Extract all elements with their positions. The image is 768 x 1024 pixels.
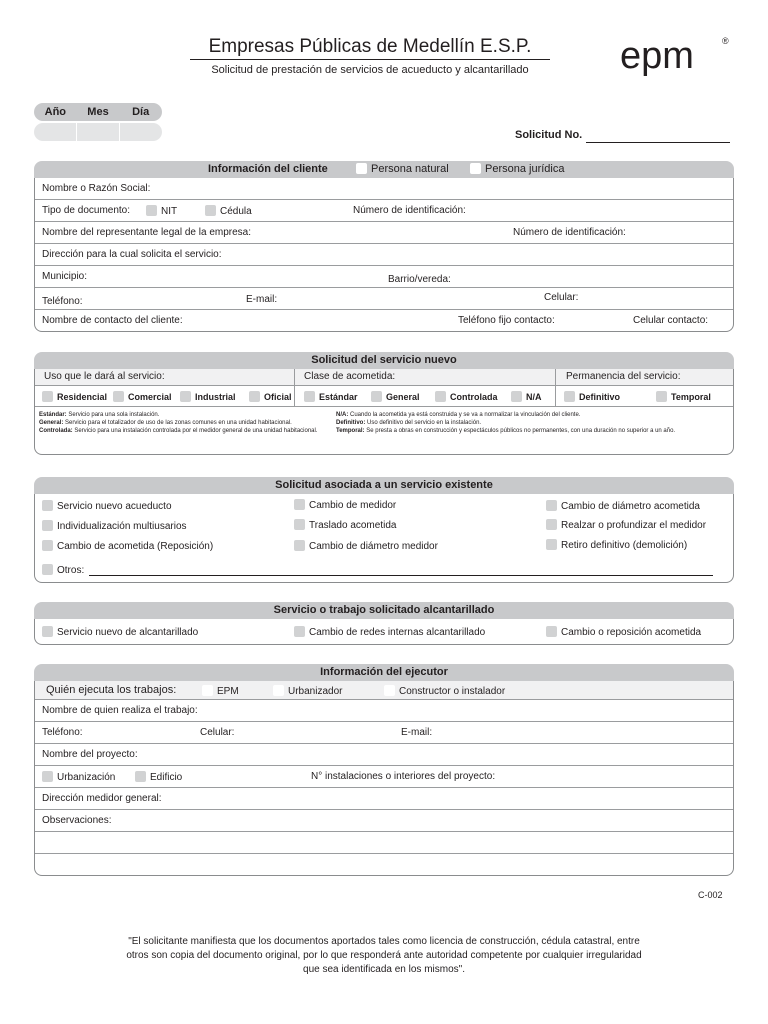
- persona-natural-option[interactable]: [356, 161, 449, 178]
- na-checkbox[interactable]: [511, 391, 522, 402]
- date-day-label: Día: [132, 106, 150, 118]
- logo-text: epm: [620, 35, 694, 77]
- new-service-header: Solicitud del servicio nuevo: [34, 352, 734, 369]
- project-type-row: [35, 766, 733, 788]
- edificio-option[interactable]: [135, 771, 182, 783]
- sewer-option-2[interactable]: [294, 626, 485, 638]
- existing-option-6[interactable]: [546, 519, 706, 531]
- client-info-section: [34, 161, 734, 332]
- new-service-subheader: [35, 369, 733, 386]
- doc-type-label: Tipo de documento:: [42, 205, 131, 216]
- residencial-label: Residencial: [57, 392, 108, 402]
- persona-juridica-option[interactable]: [470, 161, 565, 178]
- temporal-label: Temporal: [671, 392, 711, 402]
- industrial-label: Industrial: [195, 392, 236, 402]
- checkbox[interactable]: [294, 540, 305, 551]
- executor-name-row[interactable]: [35, 700, 733, 722]
- declaration-quote: "El solicitante manifiesta que los documentos aportados tales como licencia de construcción, cédula catastral, entre otros son copia del documento original, por lo que responderá ante autoridad competente por cualquier irregularidad que sea identificada en los mismos".: [126, 936, 642, 975]
- existing-option-label: Cambio de medidor: [309, 500, 397, 511]
- meter-address-label: Dirección medidor general:: [42, 793, 162, 804]
- registered-mark: ®: [722, 36, 729, 46]
- new-service-options: [35, 386, 733, 407]
- existing-option-8[interactable]: [294, 540, 438, 552]
- client-name-label: Nombre o Razón Social:: [42, 183, 151, 194]
- date-day-field[interactable]: [120, 123, 162, 141]
- sewer-option-label: Cambio de redes internas alcantarillado: [309, 627, 486, 638]
- company-name: Empresas Públicas de Medellín E.S.P.: [208, 36, 532, 57]
- otros-field[interactable]: [89, 575, 713, 576]
- checkbox[interactable]: [42, 626, 53, 637]
- form-subtitle: Solicitud de prestación de servicios de acueducto y alcantarillado: [211, 64, 529, 76]
- observations-label: Observaciones:: [42, 815, 112, 826]
- cedula-label: Cédula: [220, 206, 252, 217]
- phone-label: Teléfono:: [42, 296, 83, 307]
- executor-name-label: Nombre de quien realiza el trabajo:: [42, 705, 198, 716]
- existing-option-label: Retiro definitivo (demolición): [561, 540, 688, 551]
- legal-rep-label: Nombre del representante legal de la empresa:: [42, 227, 252, 238]
- existing-option-3[interactable]: [546, 500, 700, 512]
- na-label: N/A: [526, 392, 542, 402]
- sewer-option-label: Cambio o reposición acometida: [561, 627, 702, 638]
- comercial-label: Comercial: [128, 392, 172, 402]
- edificio-checkbox[interactable]: [135, 771, 146, 782]
- note-definitivo: Definitivo: Uso definitivo del servicio en la instalación.: [336, 420, 482, 426]
- epm-logo: [620, 30, 730, 87]
- note-temporal: Temporal: Se presta a obras en construcción y espectáculos públicos no permanentes, con una duración no superior a un año.: [336, 428, 676, 434]
- existing-option-9[interactable]: [546, 539, 687, 551]
- comercial-option[interactable]: [113, 391, 172, 402]
- note-na: N/A: Cuando la acometida ya está construida y se va a normalizar la vinculación del cliente.: [336, 412, 581, 418]
- email-label: E-mail:: [246, 294, 278, 305]
- checkbox[interactable]: [546, 626, 557, 637]
- checkbox[interactable]: [546, 500, 557, 511]
- urbanizador-option[interactable]: [273, 685, 342, 697]
- oficial-option[interactable]: [249, 391, 292, 402]
- general-label: General: [386, 392, 420, 402]
- sewer-header: Servicio o trabajo solicitado alcantarillado: [34, 602, 734, 619]
- urbanizacion-option[interactable]: [42, 771, 115, 783]
- meter-address-row[interactable]: [35, 788, 733, 810]
- checkbox[interactable]: [294, 499, 305, 510]
- checkbox[interactable]: [294, 626, 305, 637]
- existing-option-label: Traslado acometida: [309, 520, 397, 531]
- general-option[interactable]: [371, 391, 420, 402]
- cedula-option[interactable]: [205, 205, 252, 217]
- executor-header: Información del ejecutor: [34, 664, 734, 681]
- executor-who-row: [35, 681, 733, 700]
- existing-option-5[interactable]: [294, 519, 396, 531]
- epm-label: EPM: [217, 686, 239, 697]
- urbanizador-checkbox[interactable]: [273, 685, 284, 696]
- observations-line-1[interactable]: [35, 832, 733, 854]
- constructor-checkbox[interactable]: [384, 685, 395, 696]
- edificio-label: Edificio: [150, 772, 183, 783]
- new-service-notes: [35, 407, 733, 454]
- executor-phone-row[interactable]: [35, 722, 733, 744]
- existing-option-label: Individualización multiusarios: [57, 521, 187, 532]
- legal-rep-row[interactable]: [35, 222, 733, 244]
- contact-cell-label: Celular contacto:: [633, 315, 709, 326]
- solicitud-number-field[interactable]: [586, 142, 730, 143]
- executor-phone-label: Teléfono:: [42, 727, 83, 738]
- neighborhood-label: Barrio/vereda:: [388, 274, 451, 285]
- residencial-option[interactable]: [42, 391, 107, 402]
- cellphone-label: Celular:: [544, 292, 579, 303]
- epm-checkbox[interactable]: [202, 685, 213, 696]
- sewer-section: [34, 602, 734, 645]
- contact-landline-label: Teléfono fijo contacto:: [458, 315, 555, 326]
- permanence-label: Permanencia del servicio:: [566, 371, 681, 382]
- client-info-title: Información del cliente: [208, 163, 328, 175]
- existing-option-label: Servicio nuevo acueducto: [57, 501, 172, 512]
- industrial-option[interactable]: [180, 391, 236, 402]
- contact-row[interactable]: [35, 310, 733, 331]
- notes-left: [39, 411, 329, 435]
- estandar-option[interactable]: [304, 391, 358, 402]
- executor-email-label: E-mail:: [401, 727, 433, 738]
- executor-cell-label: Celular:: [200, 727, 235, 738]
- nit-checkbox[interactable]: [146, 205, 157, 216]
- sewer-option-1[interactable]: [42, 626, 198, 638]
- existing-service-section: [34, 477, 734, 583]
- existing-option-label: Realzar o profundizar el medidor: [561, 520, 707, 531]
- nit-label: NIT: [161, 206, 178, 217]
- otros-option[interactable]: [42, 564, 84, 576]
- definitivo-checkbox[interactable]: [564, 391, 575, 402]
- urbanizacion-label: Urbanización: [57, 772, 116, 783]
- existing-option-1[interactable]: [42, 500, 172, 512]
- controlada-label: Controlada: [450, 392, 498, 402]
- client-info-header: [34, 161, 734, 178]
- sewer-option-label: Servicio nuevo de alcantarillado: [57, 627, 199, 638]
- urbanizador-label: Urbanizador: [288, 686, 343, 697]
- existing-option-4[interactable]: [42, 520, 187, 532]
- id-number-label: Número de identificación:: [353, 205, 466, 216]
- controlada-option[interactable]: [435, 391, 498, 402]
- solicitud-number-label: Solicitud No.: [515, 129, 583, 141]
- date-year-field[interactable]: [34, 123, 77, 141]
- definitivo-option[interactable]: [564, 391, 620, 402]
- new-service-section: [34, 352, 734, 455]
- executor-who-label: Quién ejecuta los trabajos:: [46, 684, 177, 696]
- legal-rep-id-label: Número de identificación:: [513, 227, 626, 238]
- note-estandar: Estándar: Servicio para una sola instalación.: [39, 412, 160, 418]
- project-name-label: Nombre del proyecto:: [42, 749, 138, 760]
- industrial-checkbox[interactable]: [180, 391, 191, 402]
- constructor-option[interactable]: [384, 685, 505, 697]
- observations-row[interactable]: [35, 810, 733, 832]
- date-month-label: Mes: [87, 106, 109, 118]
- executor-section: [34, 664, 734, 876]
- sewer-option-3[interactable]: [546, 626, 701, 638]
- temporal-option[interactable]: [656, 391, 711, 402]
- service-address-label: Dirección para la cual solicita el servicio:: [42, 249, 222, 260]
- persona-juridica-checkbox[interactable]: [470, 163, 481, 174]
- date-year-label: Año: [44, 106, 67, 118]
- otros-label: Otros:: [57, 565, 85, 576]
- epm-option[interactable]: [202, 685, 239, 697]
- checkbox[interactable]: [42, 540, 53, 551]
- checkbox[interactable]: [294, 519, 305, 530]
- general-checkbox[interactable]: [371, 391, 382, 402]
- client-name-row[interactable]: [35, 178, 733, 200]
- persona-natural-label: Persona natural: [371, 163, 449, 175]
- constructor-label: Constructor o instalador: [399, 686, 506, 697]
- checkbox[interactable]: [42, 520, 53, 531]
- comercial-checkbox[interactable]: [113, 391, 124, 402]
- title-divider: [190, 59, 550, 60]
- phone-row[interactable]: [35, 288, 733, 310]
- form-code: C-002: [698, 890, 723, 900]
- definitivo-label: Definitivo: [579, 392, 621, 402]
- note-controlada: Controlada: Servicio para una instalación controlada por el medidor general de una unidad habitacional.: [39, 428, 318, 434]
- municipality-row[interactable]: [35, 266, 733, 288]
- residencial-checkbox[interactable]: [42, 391, 53, 402]
- persona-juridica-label: Persona jurídica: [485, 163, 565, 175]
- otros-checkbox[interactable]: [42, 564, 53, 575]
- existing-option-label: Cambio de acometida (Reposición): [57, 541, 214, 552]
- checkbox[interactable]: [546, 539, 557, 550]
- municipality-label: Municipio:: [42, 271, 88, 282]
- existing-service-header: Solicitud asociada a un servicio existente: [34, 477, 734, 494]
- checkbox[interactable]: [42, 500, 53, 511]
- existing-option-label: Cambio de diámetro acometida: [561, 501, 700, 512]
- oficial-label: Oficial: [264, 392, 292, 402]
- service-address-row[interactable]: [35, 244, 733, 266]
- existing-option-7[interactable]: [42, 540, 213, 552]
- cedula-checkbox[interactable]: [205, 205, 216, 216]
- temporal-checkbox[interactable]: [656, 391, 667, 402]
- estandar-checkbox[interactable]: [304, 391, 315, 402]
- persona-natural-checkbox[interactable]: [356, 163, 367, 174]
- existing-option-2[interactable]: [294, 499, 396, 511]
- controlada-checkbox[interactable]: [435, 391, 446, 402]
- oficial-checkbox[interactable]: [249, 391, 260, 402]
- observations-line-2[interactable]: [35, 854, 733, 875]
- connection-class-label: Clase de acometida:: [304, 371, 396, 382]
- project-name-row[interactable]: [35, 744, 733, 766]
- installations-label: N° instalaciones o interiores del proyecto:: [311, 771, 496, 782]
- note-general: General: Servicio para el totalizador de uso de las zonas comunes en una unidad habitacional.: [39, 420, 292, 426]
- notes-right: [336, 411, 730, 435]
- urbanizacion-checkbox[interactable]: [42, 771, 53, 782]
- existing-option-label: Cambio de diámetro medidor: [309, 541, 438, 552]
- doc-type-row: [35, 200, 733, 222]
- estandar-label: Estándar: [319, 392, 358, 402]
- checkbox[interactable]: [546, 519, 557, 530]
- contact-name-label: Nombre de contacto del cliente:: [42, 315, 183, 326]
- nit-option[interactable]: [146, 205, 177, 217]
- na-option[interactable]: [511, 391, 542, 402]
- usage-label: Uso que le dará al servicio:: [44, 371, 165, 382]
- date-month-field[interactable]: [77, 123, 120, 141]
- date-box: [34, 103, 162, 141]
